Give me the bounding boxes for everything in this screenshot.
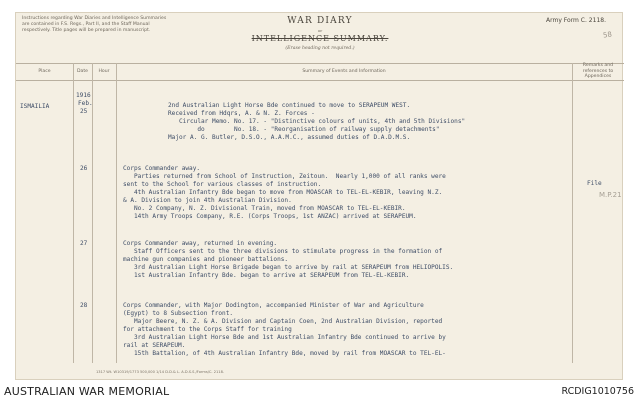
entry-line: Major Beere, N. Z. & A. Division and Captain Coen, 2nd Australian Division, reported: [123, 318, 443, 325]
entry-day-25: 25: [80, 108, 88, 115]
entry-line: Corps Commander away, returned in evening.: [123, 240, 278, 247]
watermark-id: RCDIG1010756: [561, 386, 634, 397]
entry-line: Circular Memo. No. 17. - "Distinctive colours of units, 4th and 5th Divisions": [168, 118, 466, 125]
entry-line: Staff Officers sent to the three divisions to stimulate progress in the formation of: [123, 248, 443, 255]
entry-line: 4th Australian Infantry Bde began to move from MOASCAR to TEL-EL-KEBIR, leaving N.Z.: [123, 189, 443, 196]
entry-line: No. 2 Company, N. Z. Divisional Train, moved from MOASCAR to TEL-EL-KEBIR.: [123, 205, 406, 212]
col-divider-summary: [572, 63, 573, 363]
entry-line: Corps Commander, with Major Dodington, accompanied Minister of War and Agriculture: [123, 302, 424, 309]
entry-line: Parties returned from School of Instruction, Zeitoun. Nearly 1,000 of all ranks were: [123, 173, 446, 180]
entry-line: 14th Army Troops Company, R.E. (Corps Troops, 1st ANZAC) arrived at SERAPEUM.: [123, 213, 417, 220]
entry-line: 3rd Australian Light Horse Brigade began to arrive by rail at SERAPEUM from HELIOPOLIS.: [123, 264, 454, 271]
entry-place: ISMAILIA: [20, 103, 50, 110]
col-divider-hour: [116, 63, 117, 363]
entry-line: machine gun companies and pioneer battalions.: [123, 256, 289, 263]
erase-note: (Erase heading not required.): [285, 46, 355, 51]
entry-year: 1916: [76, 92, 91, 99]
entry-day-28: 28: [80, 302, 88, 309]
entry-line: for attachment to the Corps Staff for training: [123, 326, 292, 333]
entry-day-27: 27: [80, 240, 88, 247]
entry-line: do No. 18. - "Reorganisation of railway supply detachments": [168, 126, 440, 133]
entry-line: sent to the School for various classes of instruction.: [123, 181, 322, 188]
entry-day-26: 26: [80, 165, 88, 172]
page-subtitle: INTELLIGENCE SUMMARY.: [251, 34, 389, 43]
col-header-hour: Hour: [98, 69, 110, 74]
header-top-rule: [16, 63, 624, 64]
col-header-place: Place: [38, 69, 51, 74]
remarks-file-label: File: [587, 180, 602, 187]
pencil-mark: 58: [602, 30, 613, 40]
col-header-summary: Summary of Events and Information: [302, 69, 386, 74]
entry-line: 3rd Australian Light Horse Bde and 1st Australian Infantry Bde continued to arrive by: [123, 334, 446, 341]
entry-line: 2nd Australian Light Horse Bde continued to move to SERAPEUM WEST.: [168, 102, 411, 109]
entry-line: Corps Commander away.: [123, 165, 201, 172]
entry-month: Feb.: [78, 100, 93, 107]
entry-line: rail at SERAPEUM.: [123, 342, 186, 349]
col-divider-date: [92, 63, 93, 363]
entry-line: (Egypt) to 8 Subsection front.: [123, 310, 234, 317]
header-bottom-rule: [16, 80, 624, 81]
page-title: WAR DIARY: [287, 16, 353, 26]
printer-footer: 1317 Wt. W10319/1773 500,000 1/14 D.D.& L. A.D.S.S./Forms/C. 2118.: [96, 370, 225, 374]
remarks-file-annotation: M.P.21: [599, 191, 622, 199]
instructions-note: Instructions regarding War Diaries and Intelligence Summaries are contained in F.S. Regs., Part II, and the Staff Manual respectively. Title pages will be prepared in manuscript.: [22, 16, 167, 33]
col-header-remarks: Remarks and references to Appendices: [582, 63, 614, 79]
watermark-org: AUSTRALIAN WAR MEMORIAL: [4, 385, 170, 398]
entry-line: 15th Battalion, of 4th Australian Infantry Bde, moved by rail from MOASCAR to TEL-EL-: [123, 350, 446, 357]
entry-line: Major A. G. Butler, D.S.O., A.A.M.C., assumed duties of D.A.D.M.S.: [168, 134, 411, 141]
col-header-date: Date: [77, 69, 88, 74]
title-or: or: [317, 28, 323, 33]
entry-line: 1st Australian Infantry Bde. began to arrive at SERAPEUM from TEL-EL-KEBIR.: [123, 272, 410, 279]
entry-line: & A. Division to join 4th Australian Division.: [123, 197, 292, 204]
form-number: Army Form C. 2118.: [546, 17, 606, 24]
entry-line: Received from Hdqrs, A. & N. Z. Forces -: [168, 110, 315, 117]
diary-page: [15, 12, 623, 380]
col-divider-place: [73, 63, 74, 363]
